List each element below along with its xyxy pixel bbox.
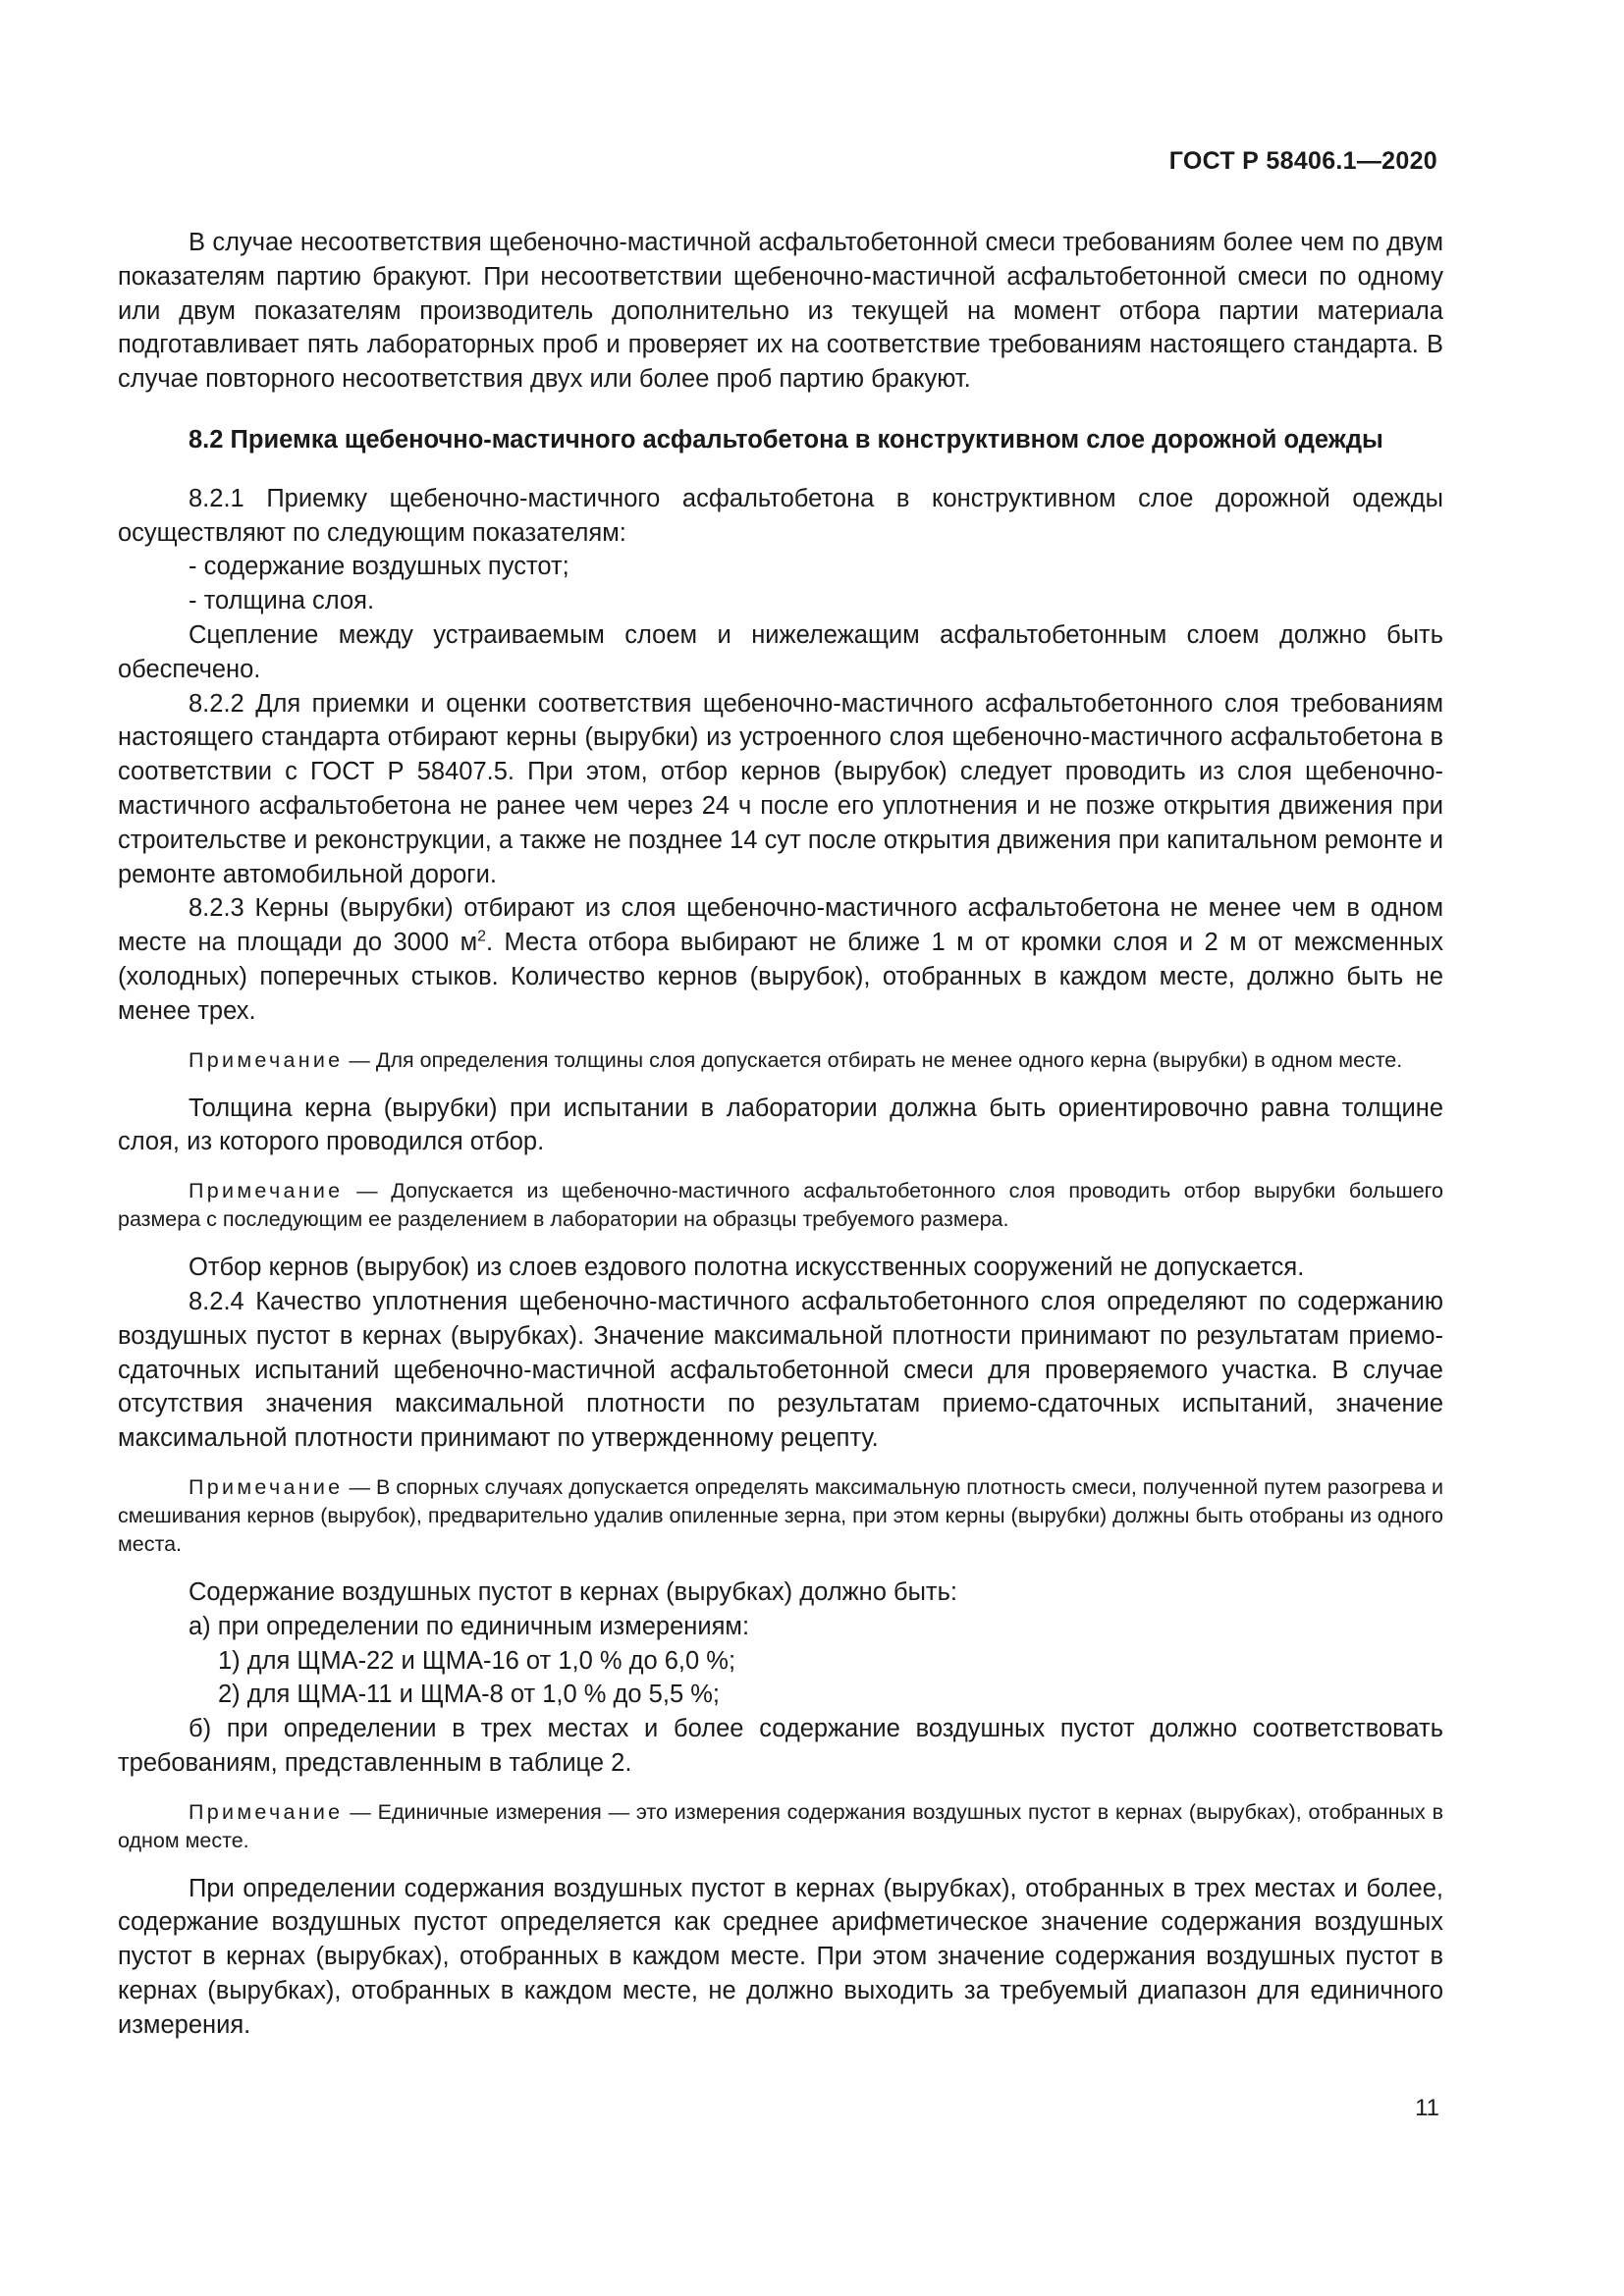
list-item-a-2: 2) для ЩМА-11 и ЩМА-8 от 1,0 % до 5,5 %; [218,1681,720,1709]
paragraph-batch-rejection: В случае несоответствия щебеночно-мастичной асфальтобетонной смеси требованиям более чем по двум показателям партию бракуют. При несоответствии щебеночно-мастичной асфальтобетонной смеси по одному или двум показателям производитель дополнительно из текущей на момент отбора партии материала подготавливает пять лабораторных проб и проверяет их на соответствие требованиям настоящего стандарта. В случае повторного несоответствия двух или более проб партию бракуют. [118,229,1443,394]
page-number: 11 [1415,2095,1439,2121]
note-4-text: — Единичные измерения — это измерения содержания воздушных пустот в кернах (вырубках), отобранных в одном месте. [118,1799,1443,1852]
note-1-text: — Для определения толщины слоя допускается отбирать не менее одного керна (вырубки) в одном месте. [343,1047,1403,1072]
list-item-air-voids: - содержание воздушных пустот; [189,553,569,581]
note-2-text: — Допускается из щебеночно-мастичного асфальтобетонного слоя проводить отбор вырубки большего размера с последующим ее разделением в лаборатории на образцы требуемого размера. [118,1179,1443,1232]
paragraph-8-2-2: 8.2.2 Для приемки и оценки соответствия щебеночно-мастичного асфальтобетонного слоя требованиям настоящего стандарта отбирают керны (вырубки) из устроенного слоя щебеночно-мастичного асфальтобетона в соответствии с ГОСТ Р 58407.5. При этом, отбор кернов (вырубок) следует проводить из слоя щебеночно-мастичного асфальтобетона не ранее чем через 24 ч после его уплотнения и не позже открытия движения при строительстве и реконструкции, а также не позднее 14 сут после открытия движения при капитальном ремонте и ремонте автомобильной дороги. [118,689,1443,888]
note-label: Примечание [189,1474,344,1499]
paragraph-average-voids: При определении содержания воздушных пустот в кернах (вырубках), отобранных в трех местах и более, содержание воздушных пустот определяется как среднее арифметическое значение содержания воздушных пустот в кернах (вырубках), отобранных в каждом месте. При этом значение содержания воздушных пустот в кернах (вырубках), отобранных в каждом месте, не должно выходить за требуемый диапазон для единичного измерения. [118,1874,1443,2039]
note-label: Примечание [189,1179,344,1203]
note-2 [118,1177,1443,1234]
paragraph-8-2-3 [118,891,1443,1028]
note-label: Примечание [189,1047,344,1072]
paragraph-8-2-4: 8.2.4 Качество уплотнения щебеночно-мастичного асфальтобетонного слоя определяют по содержанию воздушных пустот в кернах (вырубках). Значение максимальной плотности принимают по результатам приемо-сдаточных испытаний щебеночно-мастичной асфальтобетонной смеси для проверяемого участка. В случае отсутствия значения максимальной плотности по результатам приемо-сдаточных испытаний, значение максимальной плотности принимают по утвержденному рецепту. [118,1287,1443,1453]
list-item-b: б) при определении в трех местах и более содержание воздушных пустот должно соответствовать требованиям, представленным в таблице 2. [118,1715,1443,1777]
note-3 [118,1473,1443,1559]
paragraph-voids-requirement: Содержание воздушных пустот в кернах (вырубках) должно быть: [189,1577,957,1606]
superscript-squared: 2 [477,928,487,945]
section-heading-8-2: 8.2 Приемка щебеночно-мастичного асфальтобетона в конструктивном слое дорожной одежды [189,425,1383,454]
page-content [118,226,1443,2043]
note-label: Примечание [189,1799,344,1824]
paragraph-8-2-3-part-b: . Места отбора выбирают не ближе 1 м от кромки слоя и 2 м от межсменных (холодных) поперечных стыков. Количество кернов (вырубок), отобранных в каждом месте, должно быть не менее трех. [118,929,1443,1025]
note-4 [118,1798,1443,1855]
note-1 [118,1046,1443,1075]
paragraph-8-2-3-part-a: 8.2.3 Керны (вырубки) отбирают из слоя щебеночно-мастичного асфальтобетона не менее чем в одном месте на площади до 3000 м [118,894,1443,957]
list-item-a: а) при определении по единичным измерениям: [189,1612,750,1640]
paragraph-bridge-decks: Отбор кернов (вырубок) из слоев ездового полотна искусственных сооружений не допускается. [189,1254,1305,1282]
document-code: ГОСТ Р 58406.1—2020 [1168,147,1437,175]
note-3-text: — В спорных случаях допускается определять максимальную плотность смеси, полученной путем разогрева и смешивания кернов (вырубок), предварительно удалив опиленные зерна, при этом керны (вырубки) должны быть отобраны из одного места. [118,1474,1443,1556]
paragraph-core-thickness: Толщина керна (вырубки) при испытании в лаборатории должна быть ориентировочно равна толщине слоя, из которого проводился отбор. [118,1094,1443,1156]
list-item-a-1: 1) для ЩМА-22 и ЩМА-16 от 1,0 % до 6,0 %; [218,1646,736,1675]
paragraph-bond: Сцепление между устраиваемым слоем и нижележащим асфальтобетонным слоем должно быть обеспечено. [118,620,1443,683]
paragraph-8-2-1: 8.2.1 Приемку щебеночно-мастичного асфальтобетона в конструктивном слое дорожной одежды осуществляют по следующим показателям: [118,484,1443,547]
list-item-layer-thickness: - толщина слоя. [189,587,375,615]
